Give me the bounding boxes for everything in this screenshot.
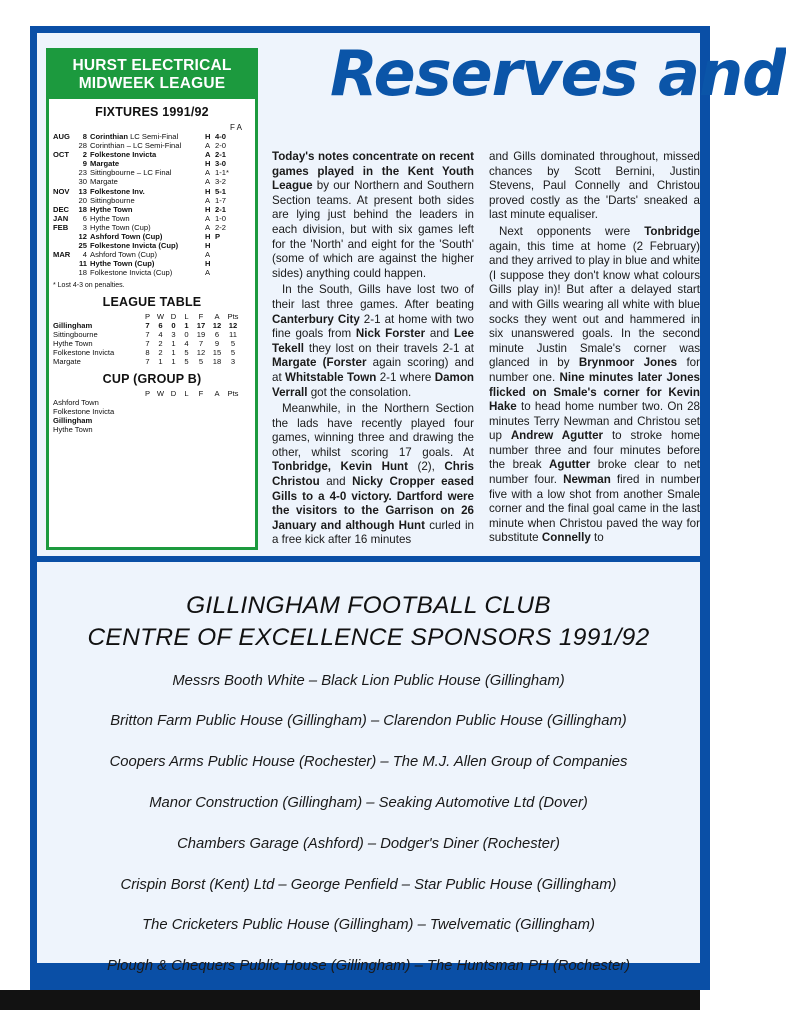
sponsor-line: Britton Farm Public House (Gillingham) – Clarendon Public House (Gillingham) [110,713,627,729]
sponsor-line: The Cricketers Public House (Gillingham) – Twelvematic (Gillingham) [142,917,595,933]
fixture-opponent-cell [90,259,205,268]
league-cell: 7 [145,329,150,339]
article-paragraph [489,150,700,223]
fixture-month: MAR [53,250,71,260]
fixture-month [53,168,73,177]
article-column-2 [489,150,700,548]
article-column-1 [272,150,474,550]
league-cell: 17 [196,320,206,330]
article-text: to [590,531,604,545]
fixture-score: 1-0 [215,213,226,223]
fixture-venue: A [205,222,211,232]
fixture-month [53,177,73,186]
sponsor-line: Manor Construction (Gillingham) – Seaking Automotive Ltd (Dover) [149,795,588,811]
cup-team: Hythe Town [53,425,93,435]
article-text: In the South, Gills have lost two of their last three games. After beating [272,283,474,311]
fixture-note: LC Semi-Final [127,132,179,141]
fixture-day: 12 [78,232,87,242]
league-cell: 19 [196,329,206,339]
fixture-opponent-cell [90,268,205,277]
league-team: Folkestone Invicta [53,347,115,357]
fixture-opponent: Ashford Town (Cup) [90,232,163,242]
fixture-row [49,141,255,150]
article-text: to stroke home number three and four minutes before the break [489,429,700,472]
league-col-header: P [144,311,151,321]
fixture-score: 2-1 [215,204,226,214]
fixture-row [49,187,255,196]
fixture-opponent-cell [90,159,205,168]
league-cell: 5 [184,347,189,357]
league-box [46,48,258,550]
fixture-opponent-cell [90,205,205,214]
cup-col-header: L [184,388,189,398]
fixtures-title: FIXTURES 1991/92 [95,105,209,119]
fixture-venue: H [205,186,211,196]
cup-col-header: Pts [227,388,239,398]
fixture-venue: A [205,168,211,178]
fixture-row [49,150,255,159]
league-table-row [49,357,255,366]
fixture-venue: H [205,204,211,214]
league-col-header: L [184,311,189,321]
fixture-venue: H [205,241,211,251]
fixture-score: 1-7 [215,195,226,205]
league-cell: 12 [212,320,222,330]
fixture-score: 4-0 [215,132,226,141]
article-text: got the consolation. [307,385,412,399]
fixture-opponent: Folkestone Inv. [90,186,145,196]
cup-col-header: D [170,388,177,398]
fixtures-footnote: * Lost 4-3 on penalties. [53,281,125,289]
cup-col-header: P [144,388,151,398]
fixture-score [215,268,241,277]
fixture-opponent: Margate [90,177,118,187]
league-cell: 6 [214,329,220,339]
article-bold-text: Margate (Forster [272,356,367,370]
league-cell: 1 [171,338,176,348]
sponsors-title-line1: GILLINGHAM FOOTBALL CLUB [186,592,551,619]
article-paragraph [272,150,474,281]
fixture-venue: A [205,141,211,151]
fixture-month: FEB [53,222,69,232]
league-cell: 0 [184,329,189,339]
article-text: 2-1 where [376,370,435,384]
league-cell: 9 [214,338,220,348]
fixture-month [53,141,73,150]
article-bold-text: Whitstable Town [285,370,377,384]
fixture-opponent-cell [90,223,205,232]
fixture-month [53,159,73,168]
fixture-opponent-cell [90,177,205,186]
fixture-venue: H [205,159,211,169]
fixture-opponent: Ashford Town (Cup) [90,250,157,260]
article-bold-text: Tonbridge [644,224,700,238]
league-cell: 3 [230,356,236,366]
league-table-title: LEAGUE TABLE [102,294,202,309]
fixture-day: 25 [78,241,87,251]
league-cell: 1 [171,347,176,357]
fixture-venue: A [205,250,211,260]
league-cell: 4 [184,338,189,348]
league-cell: 2 [158,338,163,348]
league-cell: 5 [198,356,204,366]
fixture-row [49,250,255,259]
cup-team: Gillingham [53,416,93,426]
headline: Reserves and [330,37,786,110]
league-table-row [49,321,255,330]
article-text: and [319,475,353,489]
fixture-opponent-cell [90,214,205,223]
fixture-row [49,196,255,205]
fixture-score [215,250,241,259]
sponsor-line: Crispin Borst (Kent) Ltd – George Penfield – Star Public House (Gillingham) [120,877,617,893]
league-cell: 4 [158,329,163,339]
fixture-row [49,214,255,223]
article-bold-text: Nine minutes later Jones flicked on Smale's corner for Kevin Hake [489,370,700,414]
league-cell: 5 [230,347,236,357]
fixture-opponent-cell [90,232,205,241]
fixture-day: 11 [78,259,87,269]
league-cell: 3 [171,329,176,339]
fixture-venue: A [205,268,211,278]
article-paragraph [489,225,700,546]
fixture-opponent-cell [90,132,205,141]
article-text: (2), [407,460,445,474]
article-text: to head home number two. On 28 minutes Terry Newman and Christou set up [489,400,700,443]
article-text: for number one. [489,356,700,384]
fixture-venue: A [205,150,211,160]
article-text: they lost on their travels 2-1 at [304,341,474,355]
league-title-line2: MIDWEEK LEAGUE [78,75,226,92]
fixture-score: 1-1* [215,168,229,178]
fixture-opponent: Folkestone Invicta (Cup) [90,268,173,278]
cup-col-header: F [198,388,204,398]
league-cell: 1 [158,356,163,366]
sponsor-line: Plough & Chequers Public House (Gillingham) – The Huntsman PH (Rochester) [106,958,631,974]
fixture-row [49,205,255,214]
league-title-line1: HURST ELECTRICAL [72,57,232,74]
league-cell: 7 [198,338,204,348]
cup-table-header [49,389,255,398]
league-cell: 1 [171,356,176,366]
fixture-row [49,159,255,168]
fixture-month [53,232,73,241]
fixture-opponent: Corinthian – LC Semi-Final [90,141,182,151]
league-cell: 7 [145,320,150,330]
fixture-score: 2-2 [215,222,226,232]
fixture-score: 3-2 [215,177,226,187]
league-cell: 7 [145,338,150,348]
article-bold-text: Agutter [549,458,591,472]
league-cell: 6 [158,320,163,330]
cup-table-row [49,398,255,407]
fixture-venue: A [205,195,211,205]
article-text: and [425,327,455,341]
fixture-day: 18 [78,268,87,278]
article-text: 2-1 at home with two fine goals from [272,312,474,341]
fixture-opponent: Sittingbourne – LC Final [90,168,172,178]
cup-table-row [49,425,255,434]
league-cell: 1 [184,320,189,330]
article-bold-text: Chris Christou [272,460,474,489]
league-col-header: Pts [227,311,239,321]
section-divider [37,556,700,562]
fixture-venue: A [205,177,211,187]
league-cell: 2 [158,347,163,357]
cup-table-title: CUP (GROUP B) [102,371,202,386]
fixtures-fa-header: F A [229,123,242,132]
fixture-row [49,232,255,241]
fixture-opponent: Hythe Town (Cup) [90,222,151,232]
fixture-row [49,259,255,268]
bottom-strip [0,990,700,1010]
league-cell: 12 [196,347,206,357]
fixture-venue: H [205,132,211,141]
article-bold-text: Andrew Agutter [510,429,604,443]
article-bold-text: Nicky Cropper eased Gills to a 4-0 victory. Dartford were the visitors to the Garrison on 26 January and although Hunt [272,475,474,532]
league-team: Gillingham [53,320,93,330]
cup-table-body [49,398,255,434]
article-bold-text: Canterbury City [272,312,360,326]
fixture-venue: H [205,259,211,269]
article-bold-text: Brynmoor Jones [578,356,678,370]
fixture-row [49,177,255,186]
fixture-opponent: Folkestone Invicta [90,150,157,160]
sponsor-line: Chambers Garage (Ashford) – Dodger's Diner (Rochester) [177,836,560,852]
sponsors-title-line2: CENTRE OF EXCELLENCE SPONSORS 1991/92 [87,624,650,651]
fixture-month [53,241,73,250]
top-margin [0,0,700,26]
cup-table-row [49,416,255,425]
fixture-day: 30 [78,177,87,187]
league-col-header: W [156,311,165,321]
fixture-row [49,132,255,141]
fixture-opponent: Sittingbourne [90,195,135,205]
sponsor-line: Messrs Booth White – Black Lion Public House (Gillingham) [172,673,565,689]
fixture-opponent-cell [90,250,205,259]
league-table-row [49,330,255,339]
fixture-opponent-cell [90,196,205,205]
fixture-score [215,259,241,268]
fixture-opponent: Hythe Town [90,213,130,223]
article-bold-text: Newman [563,473,611,487]
fixture-day: 13 [78,186,87,196]
cup-col-header: W [156,388,165,398]
article-text: Next opponents were [499,224,645,238]
cup-team: Folkestone Invicta [53,407,115,417]
fixture-opponent: Hythe Town [90,204,133,214]
league-header [49,51,255,99]
fixture-opponent-cell [90,150,205,159]
cup-col-header: A [214,388,220,398]
fixture-day: 28 [78,141,87,151]
sponsor-line: Coopers Arms Public House (Rochester) – The M.J. Allen Group of Companies [109,754,628,770]
fixture-month: DEC [53,204,70,214]
fixture-day: 2 [82,150,87,160]
fixtures-list [49,132,255,278]
league-col-header: A [214,311,220,321]
article-bold-text: Lee Tekell [272,327,475,355]
article-bold-text: Tonbridge, Kevin Hunt [272,460,408,474]
article-text: and Gills dominated throughout, missed chances by Scott Bernini, Justin Stevens, Paul Connelly and Christou proved costly as the 'Darts' sneaked a last minute equaliser. [489,150,700,222]
league-team-header-spacer [53,312,141,321]
fixture-day: 3 [82,222,87,232]
league-cell: 8 [145,347,150,357]
fixture-row [49,241,255,250]
league-col-header: D [170,311,177,321]
cup-team-header-spacer [53,389,141,398]
fixture-row [49,223,255,232]
fixture-day: 6 [82,213,87,223]
league-cell: 5 [184,356,189,366]
league-col-header: F [198,311,204,321]
article-bold-text: Connelly [541,531,591,545]
article-text: curled in a free kick after 16 minutes [272,518,474,547]
fixture-month: JAN [53,213,69,223]
league-team: Margate [53,356,81,366]
league-cell: 11 [229,329,237,339]
article-text: Meanwhile, in the Northern Section the lads have recently played four games, winning three and drawing the other, whilst scoring 17 goals. At [272,402,474,459]
fixture-opponent: Corinthian [90,132,128,141]
fixture-opponent-cell [90,241,205,250]
article-paragraph [272,402,474,548]
fixture-score [215,241,241,250]
fixture-day: 20 [78,195,87,205]
article-bold-text: Damon Verrall [272,370,475,399]
fixture-day: 8 [82,132,87,141]
league-cell: 0 [171,320,176,330]
fixture-opponent: Margate [90,159,120,169]
article-text: again, this time at home (2 February) and they arrived to play in blue and white (I suppose they don't know what colours Gills play in)! But after a delayed start and with Gills wearing all white with blue socks they went out and hammered in six unanswered goals. In the second minute Justin Smale's corner was glanced in by [489,239,700,370]
fixture-venue: A [205,213,211,223]
league-table-row [49,339,255,348]
fixture-day: 4 [82,250,87,260]
fixture-score: P [215,232,221,242]
league-cell: 18 [212,356,222,366]
fixture-row [49,268,255,277]
fixture-score: 2-0 [215,141,226,151]
fixture-month: NOV [53,186,70,196]
fixture-score: 5-1 [215,186,226,196]
fixture-opponent-cell [90,141,205,150]
article-paragraph [272,283,474,400]
fixture-venue: H [205,232,211,242]
fixture-opponent: Hythe Town (Cup) [90,259,155,269]
league-team: Sittingbourne [53,329,98,339]
league-table-header [49,312,255,321]
league-team: Hythe Town [53,338,93,348]
fixture-month: AUG [53,132,70,141]
fixture-opponent-cell [90,187,205,196]
fixture-month [53,196,73,205]
article-text: by our Northern and Southern Section teams. At present both sides are lying just behind the leaders in each division, but with six games left for the 'North' and eight for the 'South' (some of which are against the higher sides) anything could happen. [272,179,474,280]
league-table-body [49,321,255,366]
article-bold-text: Today's notes concentrate on recent games played in the Kent Youth League [272,150,474,193]
article-text: broke clear to net number four. [489,458,700,487]
fixture-day: 9 [82,159,87,169]
fixture-opponent-cell [90,168,205,177]
article-bold-text: Nick Forster [355,327,426,341]
fixture-row [49,168,255,177]
fixture-day: 23 [78,168,87,178]
league-cell: 5 [230,338,236,348]
fixture-month: OCT [53,150,70,160]
fixture-score: 3-0 [215,159,226,169]
fixture-opponent: Folkestone Invicta (Cup) [90,241,179,251]
fixture-score: 2-1 [215,150,226,160]
cup-team: Ashford Town [53,397,99,407]
article-text: again scoring) and at [272,356,475,384]
fixture-month [53,268,73,277]
fixture-month [53,259,73,268]
league-table-row [49,348,255,357]
fixture-day: 18 [78,204,87,214]
cup-table-row [49,407,255,416]
league-cell: 7 [145,356,150,366]
league-cell: 12 [228,320,238,330]
article-text: fired in number five with a low shot from another Smale corner and the final goal came in the last minute when Christou paved the way for substitute [489,473,700,545]
league-cell: 15 [212,347,222,357]
